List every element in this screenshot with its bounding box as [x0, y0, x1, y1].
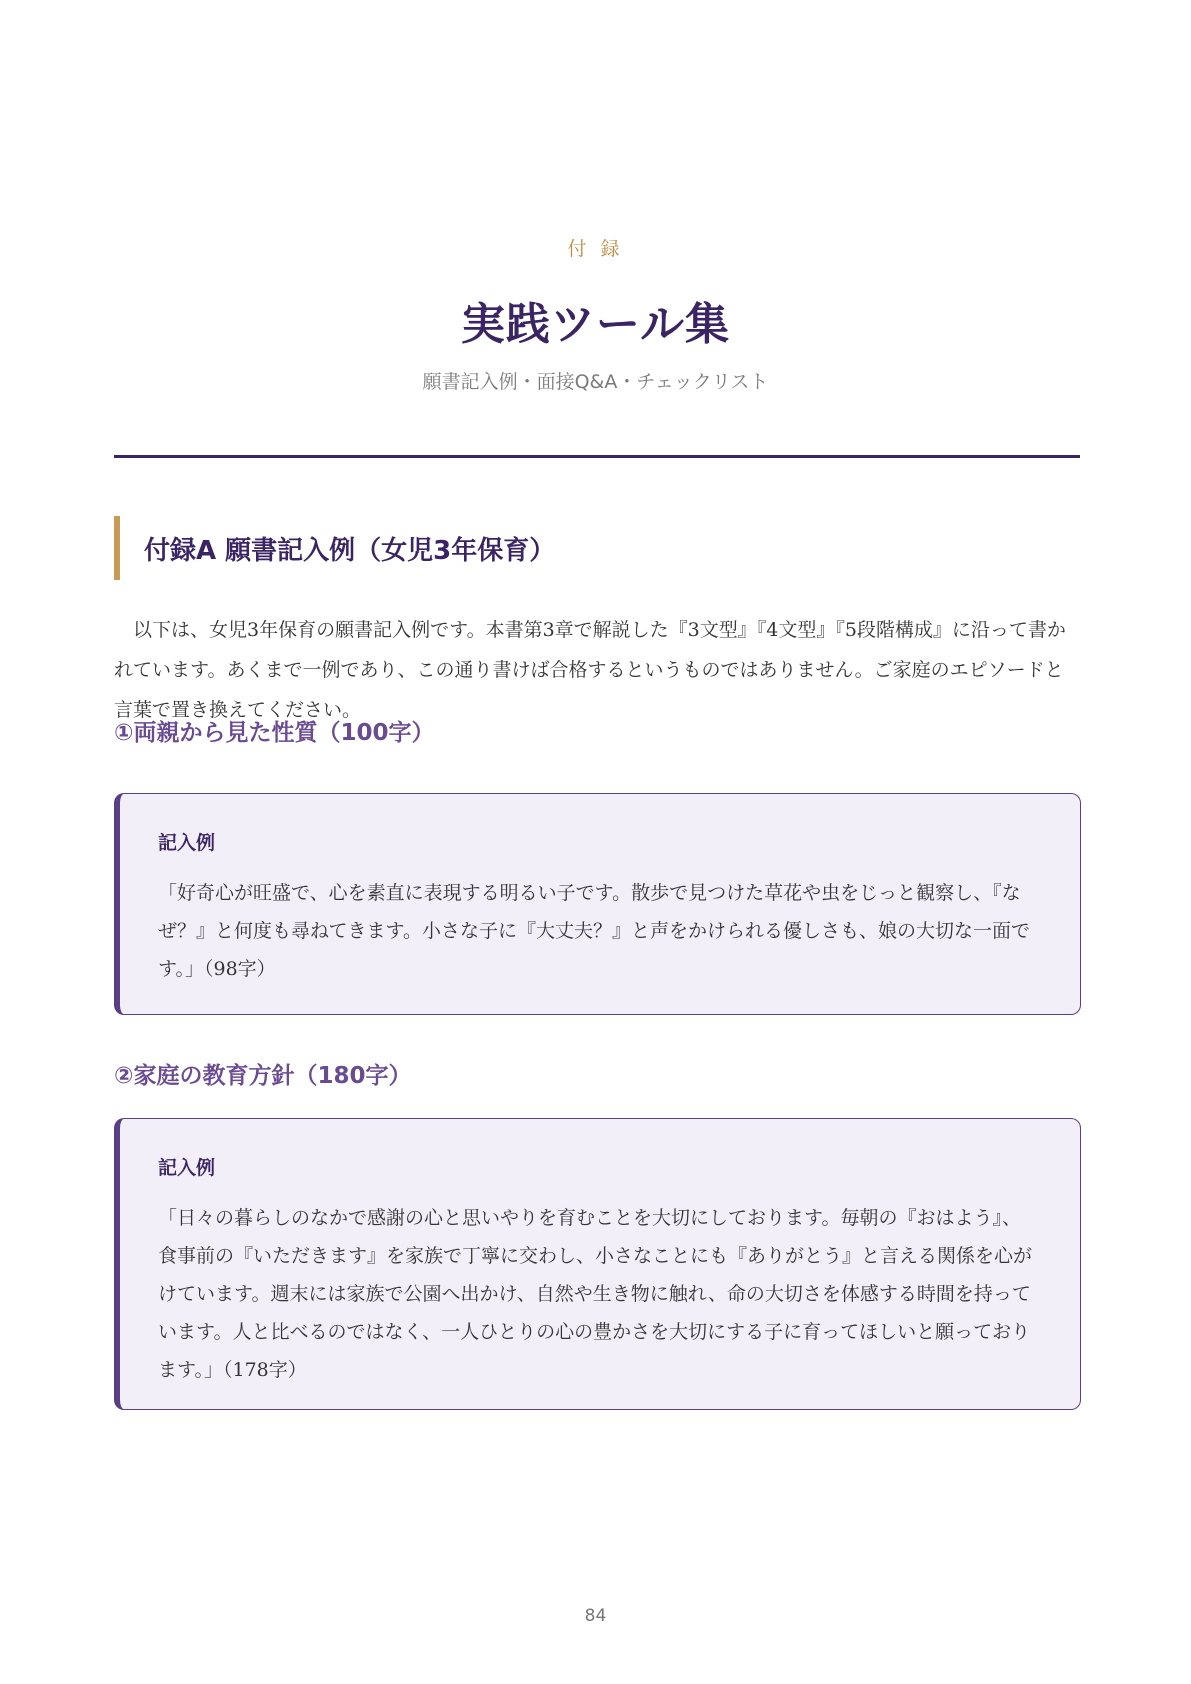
example-heading-1: ①両親から見た性質（100字） — [114, 720, 435, 746]
example-label: 記入例 — [158, 1157, 216, 1179]
example-box-2 — [114, 1118, 1081, 1410]
section-accent-bar — [114, 516, 120, 580]
page-subtitle: 願書記入例・面接Q&A・チェックリスト — [422, 371, 769, 393]
intro-text: 以下は、女児3年保育の願書記入例です。本書第3章で解説した『3文型』『4文型』『5段階構成』に沿って書かれています。あくまで一例であり、この通り書けば合格するというものではありません。ご家庭のエピソードと言葉で置き換えてください。 — [114, 619, 1066, 721]
appendix-kicker: 付 録 — [567, 238, 624, 260]
section-title: 付録A 願書記入例（女児3年保育） — [144, 536, 556, 566]
example-text: 「日々の暮らしのなかで感謝の心と思いやりを育むことを大切にしております。毎朝の『おはよう』、食事前の『いただきます』を家族で丁寧に交わし、小さなことにも『ありがとう』と言える関係を心がけています。週末には家族で公園へ出かけ、自然や生き物に触れ、命の大切さを体感する時間を持っています。人と比べるのではなく、一人ひとりの心の豊かさを大切にする子に育ってほしいと願っております。」（178字） — [158, 1207, 1033, 1381]
intro-paragraph — [114, 610, 1080, 730]
section-heading — [114, 516, 1080, 580]
example-heading-2: ②家庭の教育方針（180字） — [114, 1063, 412, 1089]
title-divider — [114, 455, 1080, 458]
page-title: 実践ツール集 — [460, 299, 731, 350]
example-label: 記入例 — [158, 832, 216, 854]
example-text: 「好奇心が旺盛で、心を素直に表現する明るい子です。散歩で見つけた草花や虫をじっと観察し、『なぜ？』と何度も尋ねてきます。小さな子に『大丈夫？』と声をかけられる優しさも、娘の大切な一面です。」（98字） — [158, 882, 1031, 980]
example-box-1 — [114, 793, 1081, 1015]
page-number: 84 — [584, 1606, 607, 1626]
